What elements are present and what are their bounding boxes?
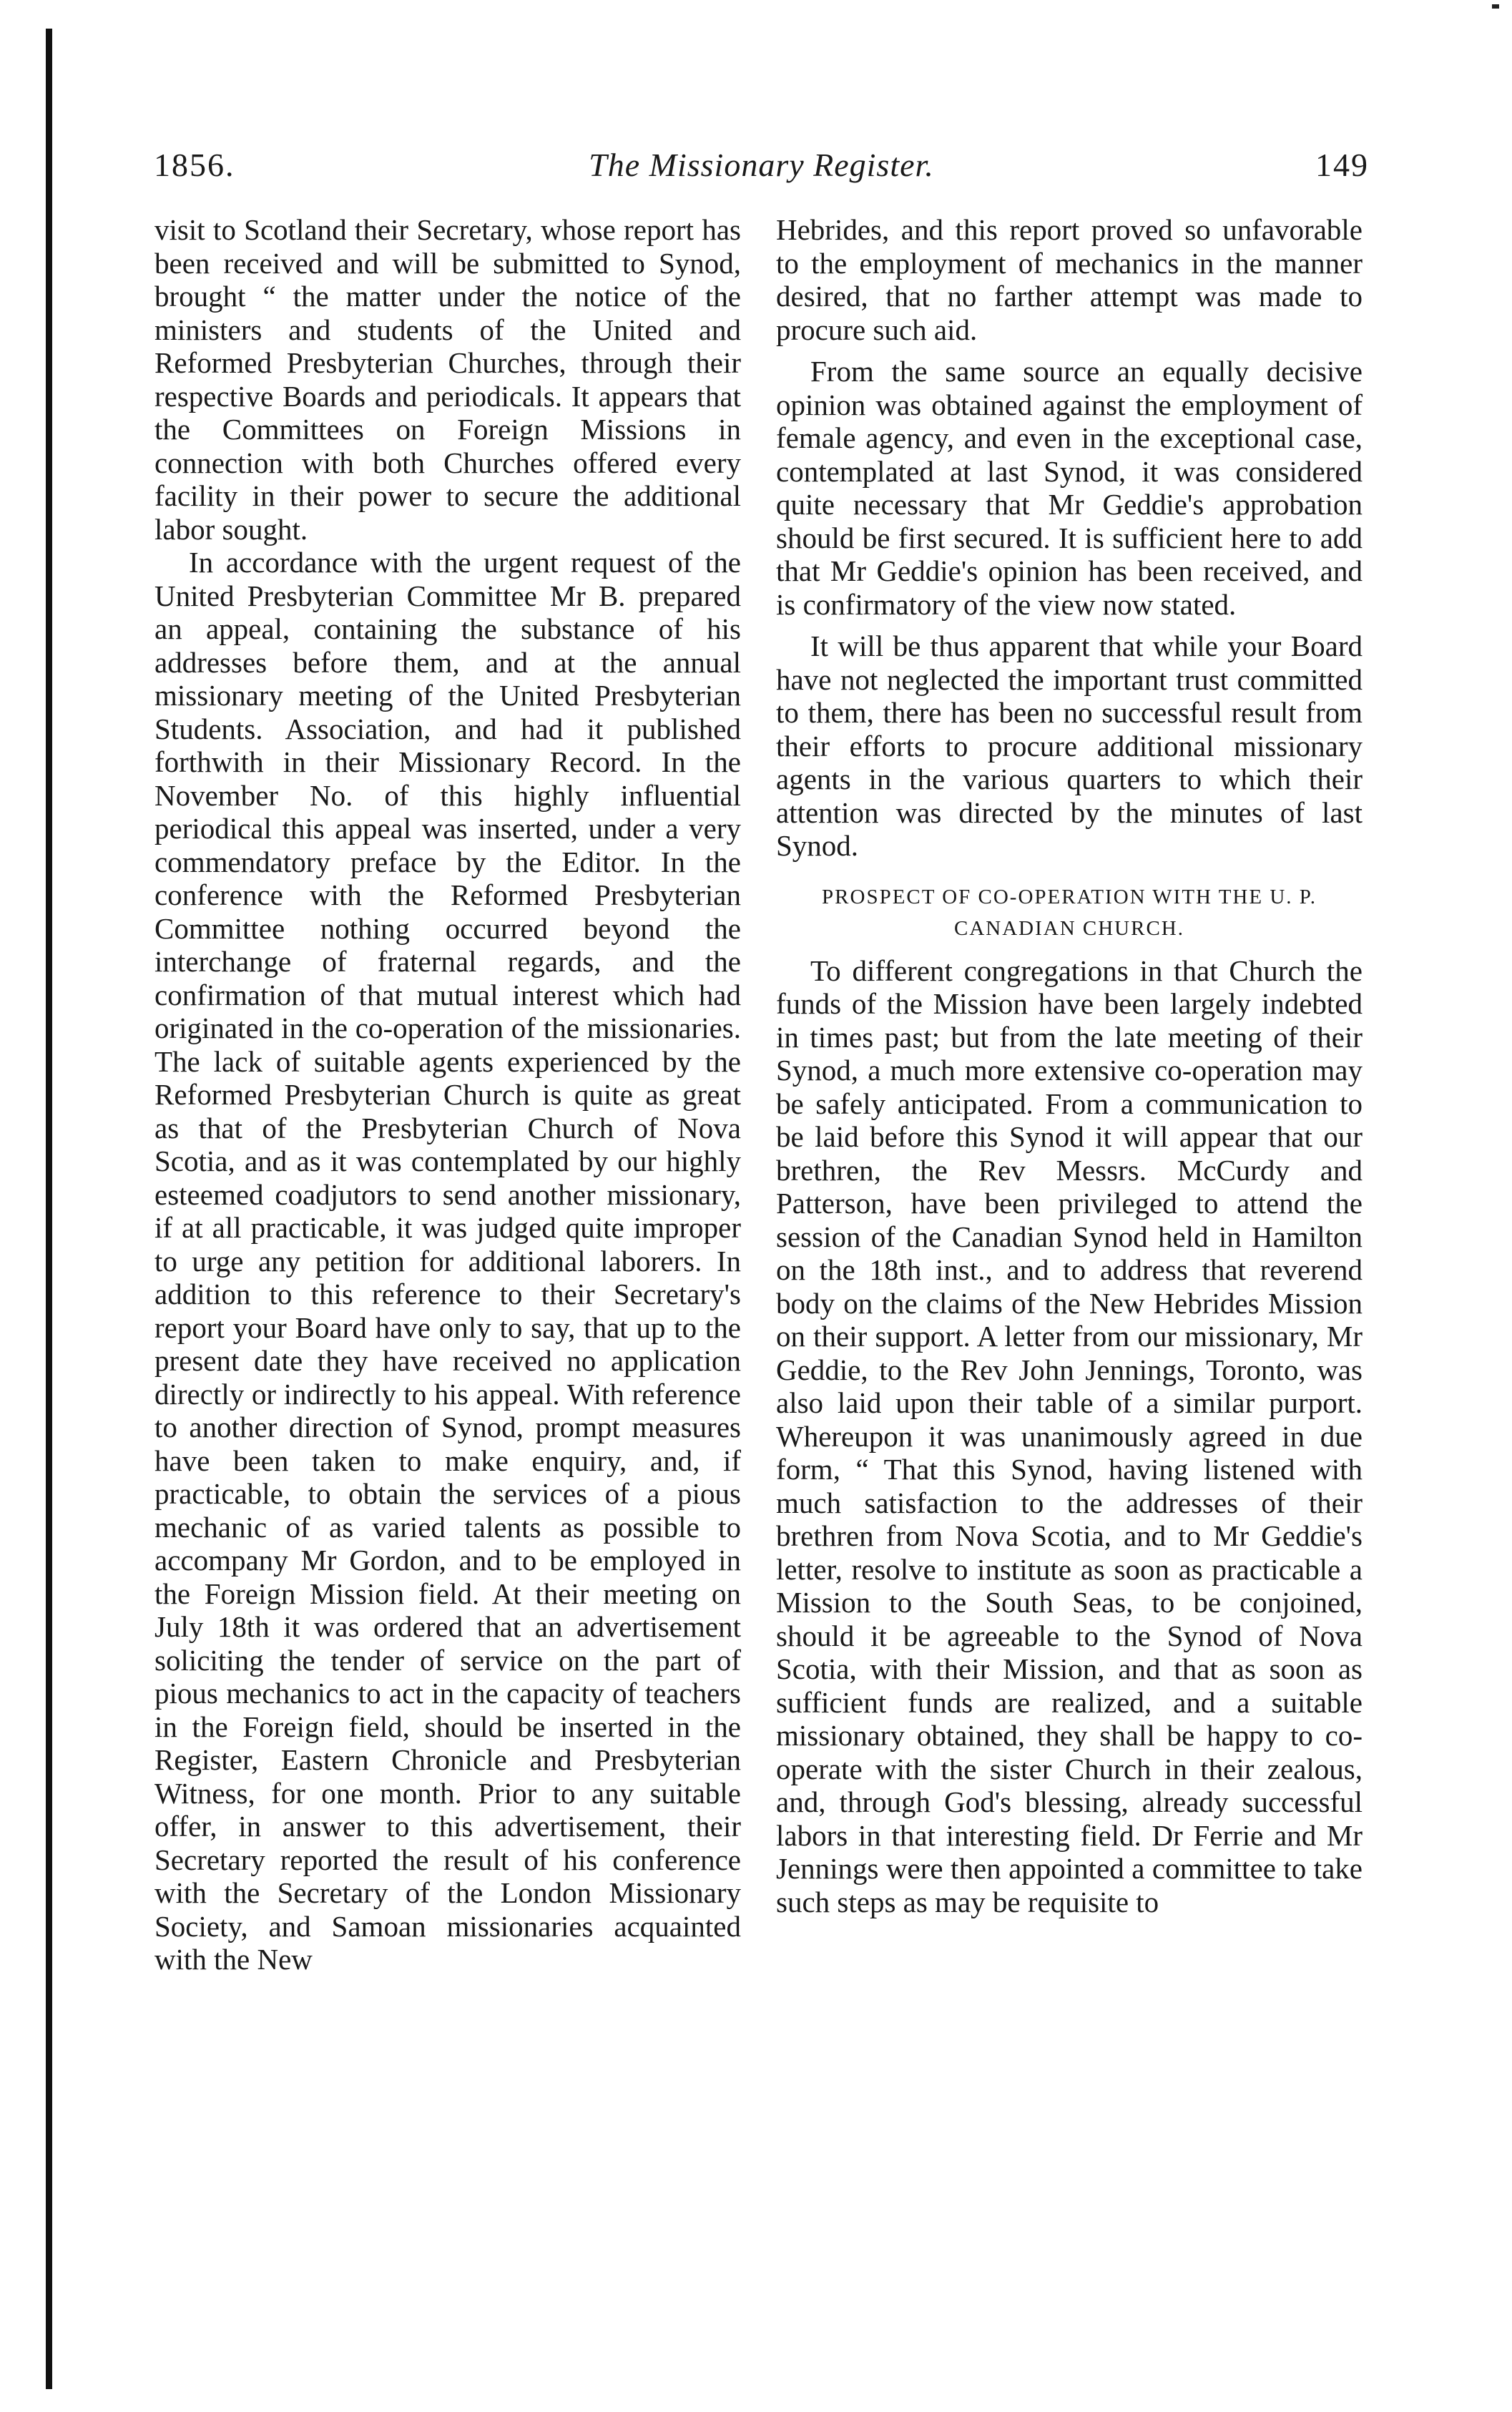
left-paragraph-1: visit to Scotland their Secretary, whose report has been received and will be submitted to Synod, brought “ the matter under the notice of the ministers and students of the United and Reformed Presbyterian Churches, through their respective Boards and periodicals. It appears that the Committees on Foreign Missions in connection with both Churches offered every facility in their power to secure the additional labor sought. xyxy=(154,213,741,546)
left-column xyxy=(154,213,741,1976)
right-paragraph-3: It will be thus apparent that while your Board have not neglected the important trust committed to them, there has been no successful result from their efforts to procure additional missionary agents in the various quarters to which their attention was directed by the minutes of last Synod. xyxy=(776,629,1363,862)
right-paragraph-1: Hebrides, and this report proved so unfavorable to the employment of mechanics in the manner desired, that no farther attempt was made to procure such aid. xyxy=(776,213,1363,346)
header-year: 1856. xyxy=(154,147,235,183)
binding-edge-rule xyxy=(46,29,52,2389)
right-paragraph-2: From the same source an equally decisive opinion was obtained against the employment of female agency, and even in the exceptional case, contemplated at last Synod, it was considered quite necessary that Mr Geddie's approbation should be first secured. It is sufficient here to add that Mr Geddie's opinion has been received, and is confirmatory of the view now stated. xyxy=(776,355,1363,621)
running-header xyxy=(154,140,1369,190)
left-paragraph-2: In accordance with the urgent request of the United Presbyterian Committee Mr B. prepared an appeal, containing the substance of his addresses before them, and at the annual missionary meeting of the United Presbyterian Students. Association, and had it published forthwith in their Missionary Record. In the November No. of this highly influential periodical this appeal was inserted, under a very commendatory preface by the Editor. In the conference with the Reformed Presbyterian Committee nothing occurred beyond the interchange of fraternal regards, and the confirmation of that mutual interest which had originated in the co-operation of the missionaries. The lack of suitable agents experienced by the Reformed Presbyterian Church is quite as great as that of the Presbyterian Church of Nova Scotia, and as it was contemplated by our highly esteemed coadjutors to send another missionary, if at all practicable, it was judged quite improper to urge any petition for additional laborers. In addition to this reference to their Secretary's report your Board have only to say, that up to the present date they have received no application directly or indirectly to his appeal. With reference to another direction of Synod, prompt measures have been taken to make enquiry, and, if practicable, to obtain the services of a pious mechanic of as varied talents as possible to accompany Mr Gordon, and to be employed in the Foreign Mission field. At their meeting on July 18th it was ordered that an advertisement soliciting the tender of service on the part of pious mechanics to act in the capacity of teachers in the Foreign field, should be inserted in the Register, Eastern Chronicle and Presbyterian Witness, for one month. Prior to any suitable offer, in answer to this advertisement, their Secretary reported the result of his conference with the Secretary of the London Missionary Society, and Samoan missionaries acquainted with the New xyxy=(154,546,741,1976)
right-column xyxy=(776,213,1363,1918)
page-number: 149 xyxy=(1315,147,1369,183)
section-heading: PROSPECT OF CO-OPERATION WITH THE U. P. CANADIAN CHURCH. xyxy=(822,885,1317,940)
right-paragraph-4: To different congregations in that Church the funds of the Mission have been largely indebted in times past; but from the late meeting of their Synod, a much more extensive co-operation may be safely anticipated. From a communication to be laid before this Synod it will appear that our brethren, the Rev Messrs. McCurdy and Patterson, have been privileged to attend the session of the Canadian Synod held in Hamilton on the 18th inst., and to address that reverend body on the claims of the New Hebrides Mission on their support. A letter from our missionary, Mr Geddie, to the Rev John Jennings, Toronto, was also laid upon their table of a similar purport. Whereupon it was unanimously agreed in due form, “ That this Synod, having listened with much satisfaction to the addresses of their brethren from Nova Scotia, and to Mr Geddie's letter, resolve to institute as soon as practicable a Mission to the South Seas, to be conjoined, should it be agreeable to the Synod of Nova Scotia, with their Mission, and that as soon as sufficient funds are realized, and a suitable missionary obtained, they shall be happy to co-operate with the sister Church in their zealous, and, through God's blessing, already successful labors in that interesting field. Dr Ferrie and Mr Jennings were then appointed a committee to take such steps as may be requisite to xyxy=(776,953,1363,1918)
corner-mark xyxy=(1492,4,1499,9)
header-title: The Missionary Register. xyxy=(589,147,934,183)
